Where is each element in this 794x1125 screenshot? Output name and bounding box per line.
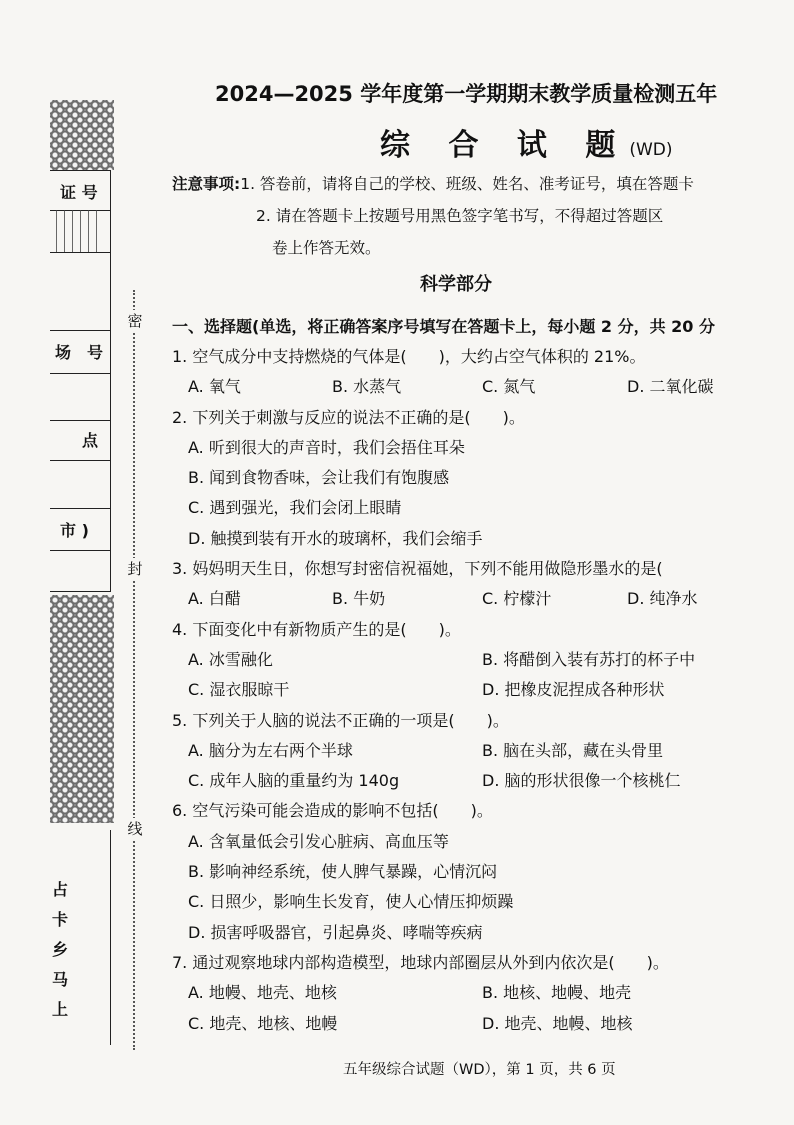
label-shi: 市 ) [60, 521, 89, 540]
answer-option: C. 日照少，影响生长发育，使人心情压抑烦躁 [188, 892, 514, 912]
section-title: 科学部分 [420, 274, 492, 295]
question-stem: 4. 下面变化中有新物质产生的是( )。 [172, 619, 461, 639]
main-title-code: (WD) [629, 140, 673, 160]
answer-option: D. 脑的形状很像一个核桃仁 [482, 771, 681, 791]
answer-option: A. 白醋 [188, 589, 241, 609]
question-stem: 2. 下列关于刺激与反应的说法不正确的是( )。 [172, 407, 525, 427]
label-dian: 点 [82, 431, 99, 450]
question-stem: 3. 妈妈明天生日，你想写封密信祝福她，下列不能用做隐形墨水的是( [172, 559, 663, 579]
scan-mark-char: 马 [52, 970, 69, 989]
label-zheng-hao: 证 号 [60, 183, 98, 202]
answer-option: D. 把橡皮泥捏成各种形状 [482, 680, 665, 700]
binding-pattern-top [50, 100, 114, 170]
answer-option: B. 影响神经系统，使人脾气暴躁，心情沉闷 [188, 862, 498, 882]
answer-option: B. 将醋倒入装有苏打的杯子中 [482, 649, 696, 669]
frame-divider [50, 460, 110, 461]
scan-mark-char: 乡 [52, 940, 69, 959]
frame-dashes [56, 210, 104, 252]
exam-title-line: 2024—2025 学年度第一学期期末教学质量检测五年 [215, 82, 718, 106]
frame-divider [50, 550, 110, 551]
answer-option: B. 闻到食物香味，会让我们有饱腹感 [188, 468, 450, 488]
option-row [172, 675, 784, 705]
answer-option: A. 冰雪融化 [188, 649, 273, 669]
question-area [172, 312, 784, 1039]
notes-block [172, 168, 784, 264]
answer-option: C. 遇到强光，我们会闭上眼睛 [188, 498, 402, 518]
scan-mark-char: 上 [52, 1000, 69, 1019]
answer-option: D. 纯净水 [627, 589, 698, 609]
part-heading: 一、选择题(单选，将正确答案序号填写在答题卡上，每小题 2 分，共 20 分 [172, 317, 715, 336]
answer-option: A. 听到很大的声音时，我们会捂住耳朵 [188, 437, 465, 457]
answer-option: D. 地壳、地幔、地核 [482, 1013, 633, 1033]
answer-option: C. 柠檬汁 [482, 589, 552, 609]
answer-option: C. 地壳、地核、地幔 [188, 1013, 338, 1033]
frame-divider [50, 420, 110, 421]
seal-char-mi: 密 [124, 310, 146, 331]
frame-divider [50, 330, 110, 331]
question-stem: 7. 通过观察地球内部构造模型，地球内部圈层从外到内依次是( )。 [172, 952, 669, 972]
option-row [172, 736, 784, 766]
option-row [172, 766, 784, 796]
seal-char-xian: 线 [124, 818, 146, 839]
answer-option: B. 水蒸气 [332, 377, 402, 397]
answer-option: D. 损害呼吸器官，引起鼻炎、哮喘等疾病 [188, 922, 483, 942]
answer-option: A. 脑分为左右两个半球 [188, 740, 353, 760]
question-stem: 1. 空气成分中支持燃烧的气体是( )，大约占空气体积的 21%。 [172, 347, 646, 366]
frame-divider [50, 508, 110, 509]
answer-option: B. 地核、地幔、地壳 [482, 983, 632, 1003]
answer-option: A. 含氧量低会引发心脏病、高血压等 [188, 831, 449, 851]
scan-mark-char: 卡 [52, 910, 69, 929]
seal-line [133, 290, 135, 1050]
answer-option: A. 氧气 [188, 377, 241, 397]
seal-char-feng: 封 [124, 558, 146, 579]
answer-option: A. 地幔、地壳、地核 [188, 983, 337, 1003]
binding-pattern-bottom [50, 595, 114, 823]
option-row [172, 978, 784, 1008]
option-row [172, 645, 784, 675]
notes-label: 注意事项: [172, 175, 241, 193]
answer-option: B. 脑在头部，藏在头骨里 [482, 740, 664, 760]
answer-option: D. 二氧化碳 [627, 377, 714, 397]
answer-option: B. 牛奶 [332, 589, 386, 609]
answer-option: C. 湿衣服晾干 [188, 680, 290, 700]
frame-divider [50, 373, 110, 374]
option-row [172, 1009, 784, 1039]
notes-line-1: 1. 答卷前，请将自己的学校、班级、姓名、准考证号，填在答题卡 [240, 175, 694, 193]
main-title [380, 120, 673, 164]
option-row [172, 584, 784, 614]
option-row [172, 372, 784, 402]
scan-mark [52, 875, 78, 1025]
main-title-text: 综 合 试 题 [380, 128, 630, 163]
question-stem: 5. 下列关于人脑的说法不正确的一项是( )。 [172, 710, 509, 730]
notes-line-3: 卷上作答无效。 [272, 239, 381, 257]
answer-option: D. 触摸到装有开水的玻璃杯，我们会缩手 [188, 528, 483, 548]
question-stem: 6. 空气污染可能会造成的影响不包括( )。 [172, 801, 493, 821]
page-footer: 五年级综合试题（WD），第 1 页，共 6 页 [343, 1062, 616, 1078]
label-chang-hao: 场 号 [55, 343, 104, 362]
notes-line-2: 2. 请在答题卡上按题号用黑色签字笔书写，不得超过答题区 [256, 207, 664, 225]
scan-mark-char: 占 [52, 880, 69, 899]
answer-option: C. 成年人脑的重量约为 140g [188, 771, 400, 791]
frame-divider [50, 252, 110, 253]
answer-option: C. 氮气 [482, 377, 536, 397]
margin-bracket [100, 830, 111, 1045]
